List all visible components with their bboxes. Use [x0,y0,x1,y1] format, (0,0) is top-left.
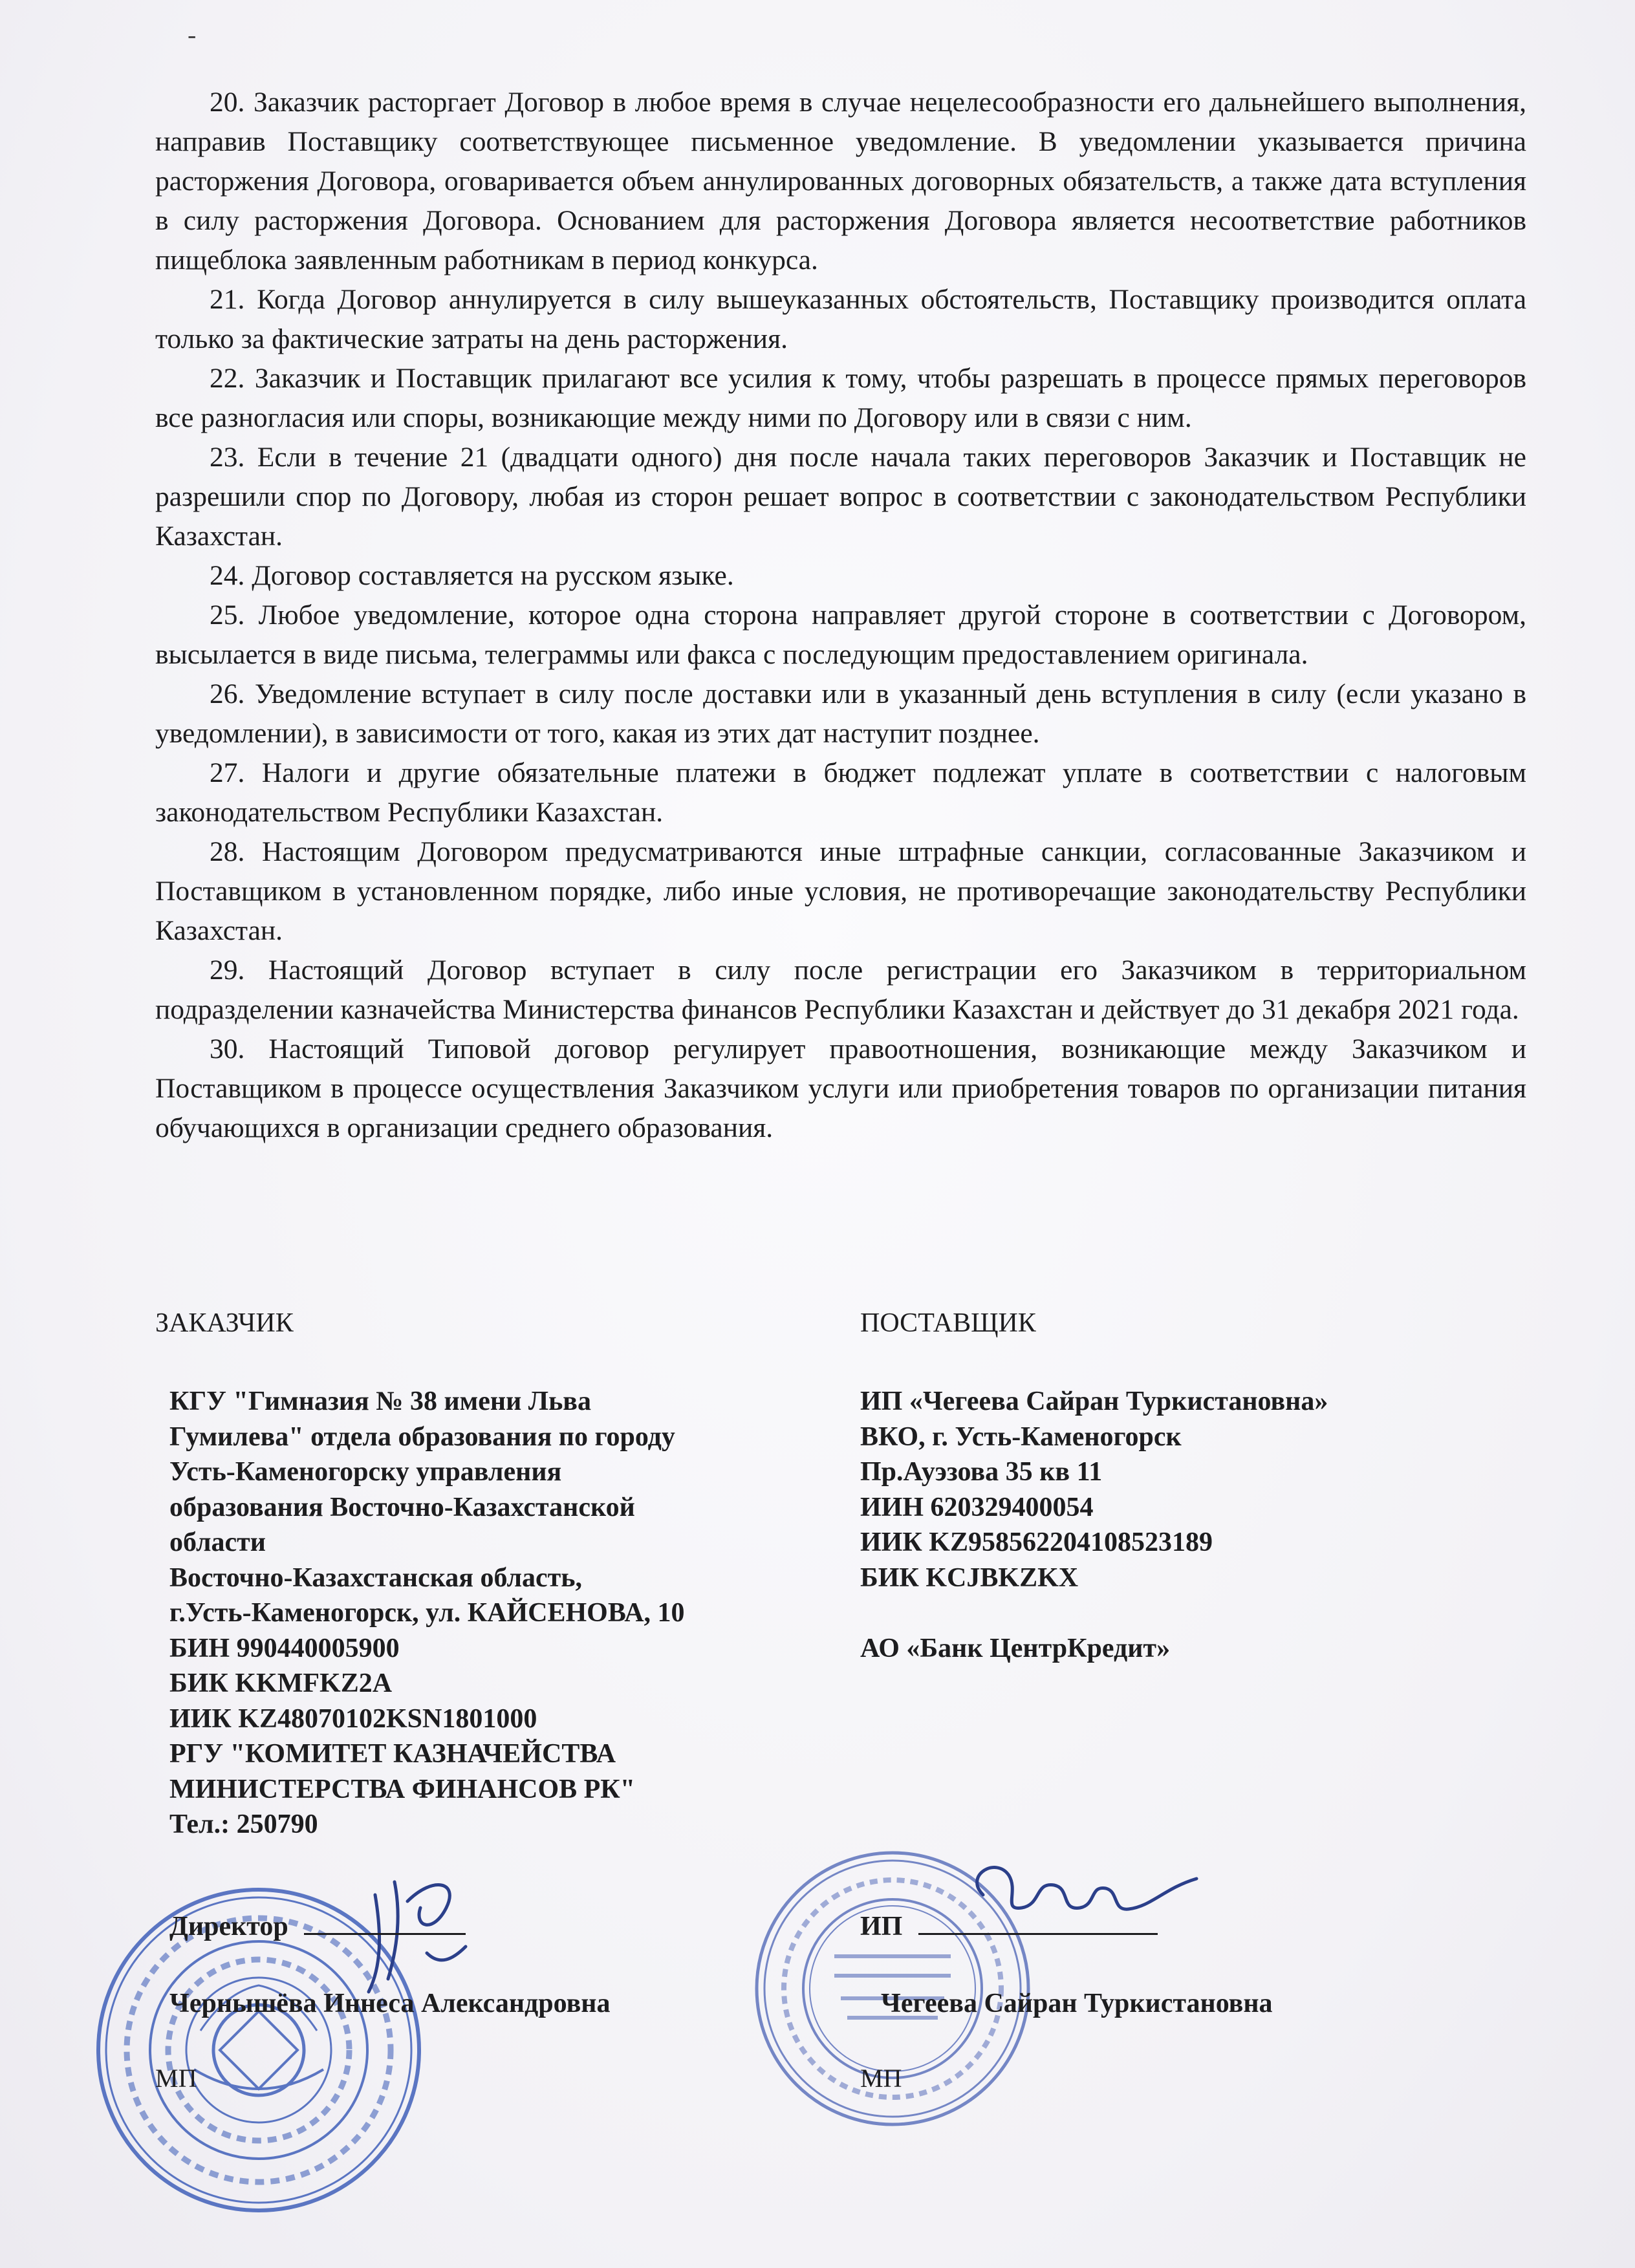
clause-26: 26. Уведомление вступает в силу после доставки или в указанный день вступления в силу (если указано в уведомлении), в зависимости от того, какая из этих дат наступит позднее. [155,678,1526,749]
supplier-line: ИИН 620329400054 [860,1492,1094,1522]
clause-24: 24. Договор составляется на русском языке. [210,560,734,591]
clause-28: 28. Настоящим Договором предусматриваются иные штрафные санкции, согласованные Заказчиком и Поставщиком в установленном порядке, либо иные условия, не противоречащие законодательству Республики Казахстан. [155,836,1526,946]
customer-seal-label: МП [155,2064,197,2093]
customer-line: ИИК KZ48070102KSN1801000 [169,1703,537,1734]
supplier-seal-label: МП [860,2064,902,2093]
customer-line: Восточно-Казахстанская область, [169,1562,582,1593]
customer-line: образования Восточно-Казахстанской [169,1492,635,1522]
supplier-line: БИК KCJBKZKX [860,1562,1079,1593]
customer-line: МИНИСТЕРСТВА ФИНАНСОВ РК" [169,1774,636,1804]
customer-heading: ЗАКАЗЧИК [155,1308,294,1338]
customer-line: БИН 990440005900 [169,1633,400,1663]
clause-29: 29. Настоящий Договор вступает в силу после регистрации его Заказчиком в территориальном подразделении казначейства Министерства финансов Республики Казахстан и действует до 31 декабря 2021 года. [155,955,1526,1025]
supplier-sign-label: ИП [860,1912,903,1941]
clause-22: 22. Заказчик и Поставщик прилагают все усилия к тому, чтобы разрешать в процессе прямых переговоров все разногласия или споры, возникающие между ними по Договору или в связи с ним. [155,363,1526,433]
supplier-heading: ПОСТАВЩИК [860,1308,1036,1338]
supplier-sign-row [860,1911,1158,1942]
supplier-line: ВКО, г. Усть-Каменогорск [860,1421,1182,1452]
customer-line: КГУ "Гимназия № 38 имени Льва [169,1387,591,1416]
clause-20: 20. Заказчик расторгает Договор в любое время в случае нецелесообразности его дальнейшего выполнения, направив Поставщику соответствующее письменное уведомление. В уведомлении указывается причина расторжения Договора, оговаривается объем аннулированных договорных обязательств, а также дата вступления в силу расторжения Договора. Основанием для расторжения Договора является несоответствие работников пищеблока заявленным работникам в период конкурса. [155,87,1526,275]
clause-25: 25. Любое уведомление, которое одна сторона направляет другой стороне в соответствии с Договором, высылается в виде письма, телеграммы или факса с последующим предоставлением оригинала. [155,599,1526,670]
supplier-line: АО «Банк ЦентрКредит» [860,1633,1171,1663]
customer-line: БИК KKMFKZ2A [169,1669,393,1698]
customer-line: Гумилева" отдела образования по городу [169,1421,675,1452]
supplier-signature-line [918,1933,1158,1935]
supplier-line: Пр.Ауэзова 35 кв 11 [860,1457,1103,1487]
clause-23: 23. Если в течение 21 (двадцати одного) дня после начала таких переговоров Заказчик и Поставщик не разрешили спор по Договору, любая из сторон решает вопрос в соответствии с законодательством Республики Казахстан. [155,442,1526,552]
supplier-line: ИП «Чегеева Сайран Туркистановна» [860,1387,1328,1416]
supplier-details [860,1384,1328,1666]
clause-27: 27. Налоги и другие обязательные платежи в бюджет подлежат уплате в соответствии с налоговым законодательством Республики Казахстан. [155,757,1526,828]
clause-30: 30. Настоящий Типовой договор регулирует правоотношения, возникающие между Заказчиком и Поставщиком в процессе осуществления Заказчиком услуги или приобретения товаров по организации питания обучающихся в организации среднего образования. [155,1033,1526,1143]
customer-line: Усть-Каменогорску управления [169,1457,562,1487]
customer-sign-row [169,1911,466,1942]
customer-line: Тел.: 250790 [169,1809,318,1839]
supplier-line: ИИК KZ958562204108523189 [860,1528,1213,1557]
customer-details [169,1384,685,1842]
clause-21: 21. Когда Договор аннулируется в силу вышеуказанных обстоятельств, Поставщику производится оплата только за фактические затраты на день расторжения. [155,284,1526,354]
header-mark: - [188,20,197,49]
customer-signature-line [304,1933,466,1935]
customer-line: области [169,1528,266,1557]
contract-clauses [155,83,1526,1148]
supplier-line [860,1595,1328,1631]
customer-sign-label: Директор [169,1912,288,1941]
customer-line: РГУ "КОМИТЕТ КАЗНАЧЕЙСТВА [169,1739,616,1769]
customer-signatory-name: Чернышёва Иннеса Александровна [169,1989,611,2018]
customer-line: г.Усть-Каменогорск, ул. КАЙСЕНОВА, 10 [169,1598,685,1628]
supplier-signatory-name: Чегеева Сайран Туркистановна [881,1989,1273,2018]
